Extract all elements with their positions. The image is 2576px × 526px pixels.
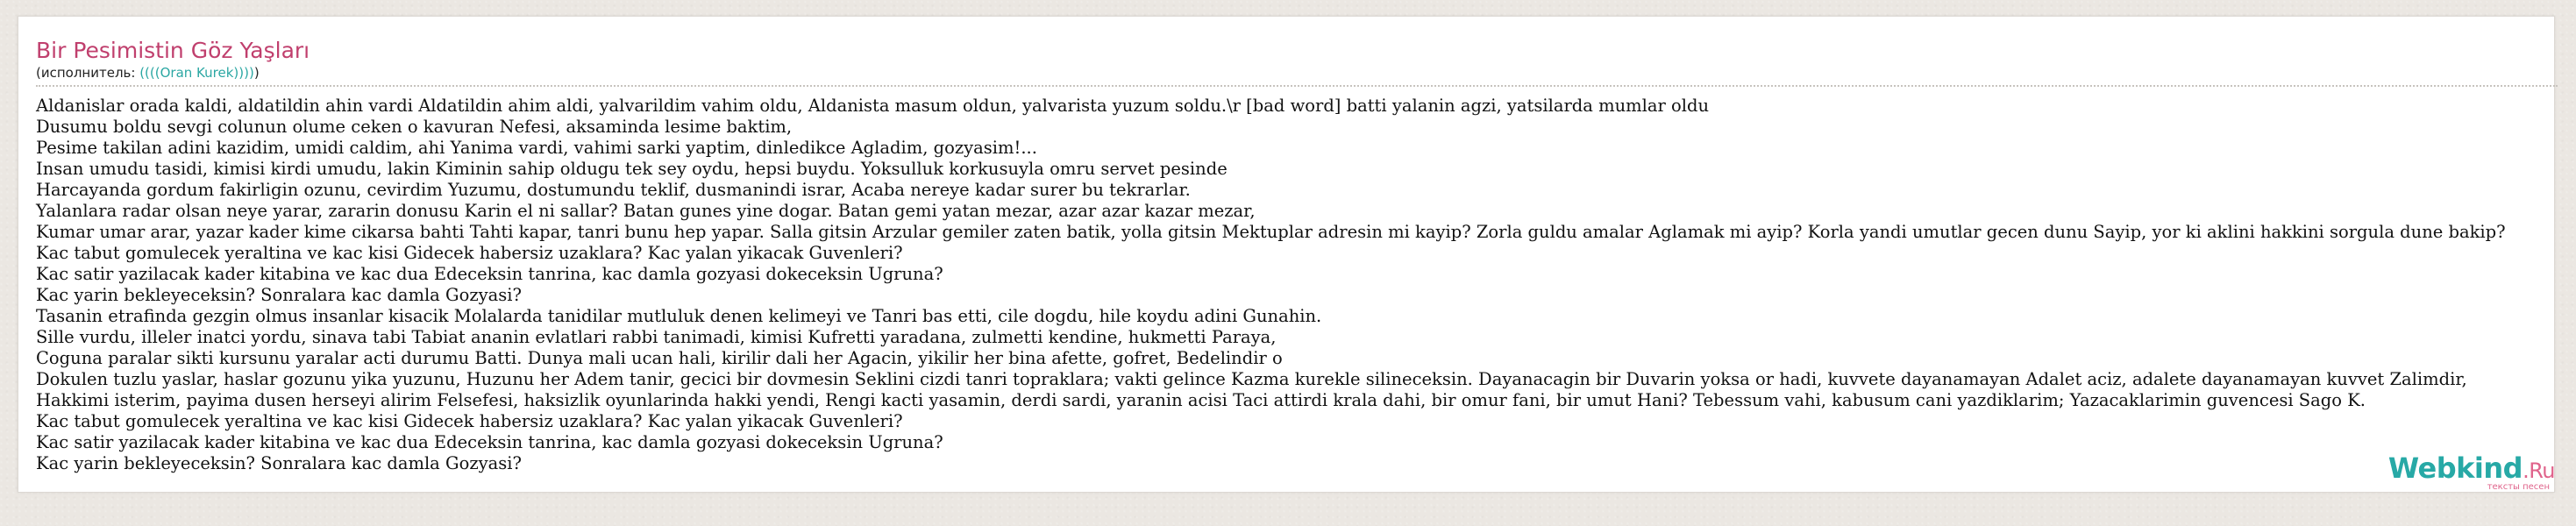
lyrics-body xyxy=(36,96,2576,474)
lyric-line: Yalanlara radar olsan neye yarar, zararin donusu Karin el ni sallar? Batan gunes yine dogar. Batan gemi yatan mezar, azar azar kazar mezar, xyxy=(36,201,1256,221)
lyric-line: Kac tabut gomulecek yeraltina ve kac kisi Gidecek habersiz uzaklara? Kac yalan yikacak Guvenleri? xyxy=(36,243,903,263)
song-title: Bir Pesimistin Göz Yaşları xyxy=(36,38,310,63)
site-logo[interactable] xyxy=(2380,453,2555,493)
lyric-line: Insan umudu tasidi, kimisi kirdi umudu, lakin Kiminin sahip oldugu tek sey oydu, hepsi buydu. Yoksulluk korkusuyla omru servet pesinde xyxy=(36,159,1228,179)
lyric-line: Kac satir yazilacak kader kitabina ve kac dua Edeceksin tanrina, kac damla gozyasi dokeceksin Ugruna? xyxy=(36,432,943,452)
lyrics-card xyxy=(18,16,2555,493)
performer-link[interactable]: ((((Oran Kurek)))) xyxy=(139,65,254,81)
performer-prefix: (исполнитель: xyxy=(36,65,140,81)
performer-line xyxy=(36,65,260,81)
lyric-line: Kac tabut gomulecek yeraltina ve kac kisi Gidecek habersiz uzaklara? Kac yalan yikacak Guvenleri? xyxy=(36,411,903,431)
lyric-line: Dokulen tuzlu yaslar, haslar gozunu yika yuzunu, Huzunu her Adem tanir, gecici bir dovmesin Seklini cizdi tanri topraklara; vakti gelince Kazma kurekle silineceksin. Dayanacagin bir Duvarin yoksa or hadi, kuvvete dayanamayan Adalet aciz, adalete dayanamayan kuvvet Zalimdir, xyxy=(36,369,2467,389)
lyric-line: Hakkimi isterim, payima dusen herseyi alirim Felsefesi, haksizlik oyunlarinda hakki yendi, Rengi kacti yasamin, derdi sardi, yaranin acisi Taci attirdi krala dahi, bir omur fani, bir umut Hani? Tebessum vahi, kabusum cani yazdiklarim; Yazacaklarimin guvencesi Sago K. xyxy=(36,390,2366,410)
lyric-line: Harcayanda gordum fakirligin ozunu, cevirdim Yuzumu, dostumundu teklif, dusmanindi israr, Acaba nereye kadar surer bu tekrarlar. xyxy=(36,180,1191,200)
logo-name: Webkind xyxy=(2387,451,2523,485)
lyric-line: Kac yarin bekleyeceksin? Sonralara kac damla Gozyasi? xyxy=(36,285,522,305)
title-divider xyxy=(36,85,2558,87)
performer-suffix: ) xyxy=(253,65,260,81)
lyric-line: Pesime takilan adini kazidim, umidi caldim, ahi Yanima vardi, vahimi sarki yaptim, dinledikce Agladim, gozyasim!... xyxy=(36,138,1037,158)
lyric-line: Kac satir yazilacak kader kitabina ve kac dua Edeceksin tanrina, kac damla gozyasi dokeceksin Ugruna? xyxy=(36,264,943,284)
lyric-line: Tasanin etrafinda gezgin olmus insanlar kisacik Molalarda tanidilar mutluluk denen kelimeyi ve Tanri bas etti, cile dogdu, hile koydu adini Gunahin. xyxy=(36,306,1322,326)
lyric-line: Sille vurdu, illeler inatci yordu, sinava tabi Tabiat ananin evlatlari rabbi tanimadi, kimisi Kufretti yaradana, zulmetti kendine, hukmetti Paraya, xyxy=(36,327,1277,347)
logo-wordmark xyxy=(2380,453,2555,486)
lyric-line: Aldanislar orada kaldi, aldatildin ahin vardi Aldatildin ahim aldi, yalvarildim vahim oldu, Aldanista masum oldun, yalvarista yuzum soldu.\r [bad word] batti yalanin agzi, yatsilarda mumlar oldu xyxy=(36,96,1710,116)
lyric-line: Kac yarin bekleyeceksin? Sonralara kac damla Gozyasi? xyxy=(36,453,522,473)
logo-tld: .Ru xyxy=(2523,458,2555,483)
logo-tagline: тексты песен xyxy=(2487,482,2550,492)
lyric-line: Kumar umar arar, yazar kader kime cikarsa bahti Tahti kapar, tanri bunu hep yapar. Salla gitsin Arzular gemiler zaten batik, yolla gitsin Mektuplar adresin mi kayip? Zorla guldu amalar Aglamak mi ayip? Korla yandi umutlar gecen dunu Sayip, yor ki aklini hakkini sorgula dune bakip? xyxy=(36,222,2506,242)
lyric-line: Coguna paralar sikti kursunu yaralar acti durumu Batti. Dunya mali ucan hali, kirilir dali her Agacin, yikilir her bina afette, gofret, Bedelindir o xyxy=(36,348,1283,368)
lyric-line: Dusumu boldu sevgi colunun olume ceken o kavuran Nefesi, aksaminda lesime baktim, xyxy=(36,117,793,137)
